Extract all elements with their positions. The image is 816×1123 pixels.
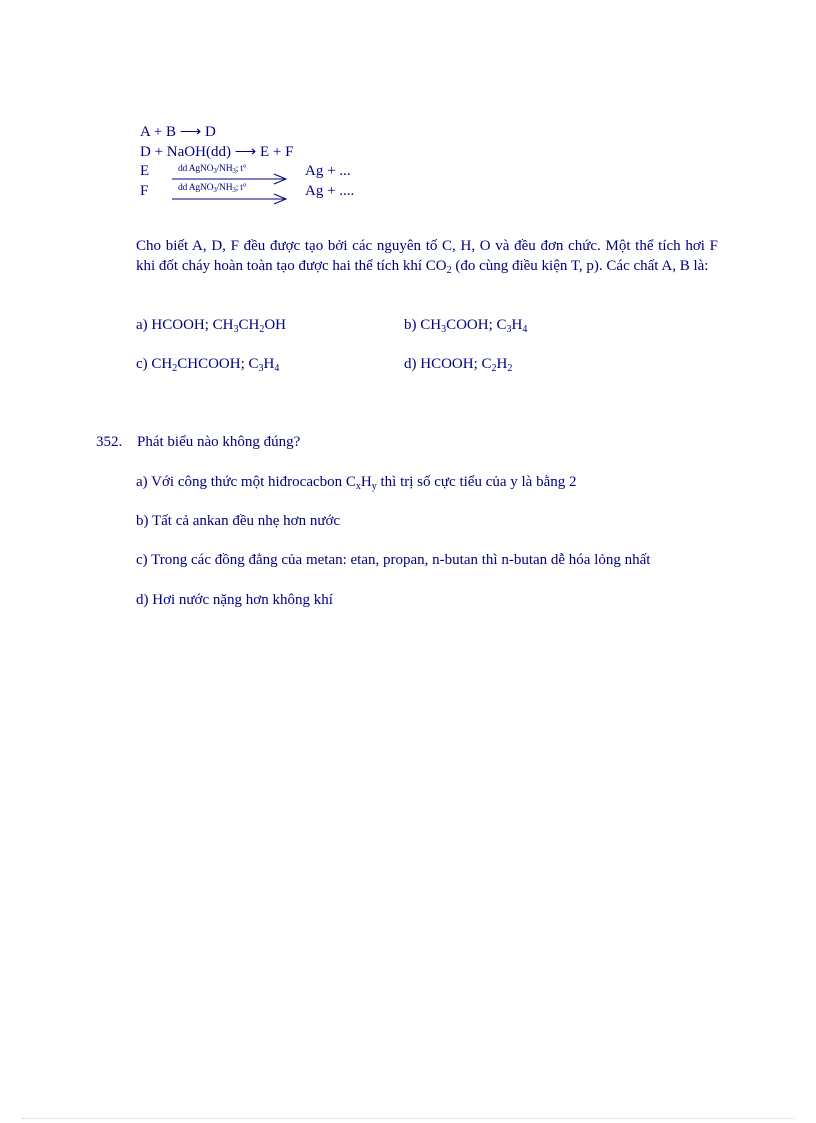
reaction-line-4-product: Ag + .... xyxy=(305,183,355,199)
option-b-351: b) $CH_3COOH$; $C_3H_4$ xyxy=(404,317,528,335)
reaction-line-3-reactant: E xyxy=(140,163,150,179)
option-a-352: a) Với công thức một hiđrocacbon $C_xH_y$ thì trị số cực tiểu của y là bằng 2 xyxy=(136,474,577,492)
question-352-number: 352. xyxy=(96,434,123,450)
question-351-stem: Cho biết A, D, F đều được tạo bởi các nguyên tố C, H, O và đều đơn chức. Một thể tích hơi F khi đốt cháy hoàn toàn tạo được hai thể tích khí $CO_2$ (đo cùng điều kiện T, p). Các chất A, B là: xyxy=(136,238,718,276)
reaction-line-4-reactant: F xyxy=(140,183,149,199)
reaction-line-1: A + B ⟶ D xyxy=(140,124,216,140)
reaction-line-3-condition: dd $AgNO_3/NH_3$; t° xyxy=(178,164,247,175)
reaction-line-4-condition: dd $AgNO_3/NH_3$; t° xyxy=(178,183,247,194)
option-c-351: c) $CH_2CHCOOH$; $C_3H_4$ xyxy=(136,356,280,374)
option-a-351: a) HCOOH; $CH_3CH_2OH$ xyxy=(136,317,287,335)
reaction-line-2: D + NaOH(dd) ⟶ E + F xyxy=(140,144,294,160)
page-bottom-divider xyxy=(22,1118,794,1119)
reaction-line-3-product: Ag + ... xyxy=(305,163,351,179)
option-c-352: c) Trong các đồng đẳng của metan: etan, propan, n-butan thì n-butan dễ hóa lỏng nhất xyxy=(136,552,651,568)
option-b-352: b) Tất cả ankan đều nhẹ hơn nước xyxy=(136,513,341,529)
option-d-352: d) Hơi nước nặng hơn không khí xyxy=(136,592,333,608)
reaction-arrow-4 xyxy=(170,192,290,206)
question-352-stem: Phát biểu nào không đúng? xyxy=(137,434,301,450)
option-d-351: d) HCOOH; $C_2H_2$ xyxy=(404,356,513,374)
